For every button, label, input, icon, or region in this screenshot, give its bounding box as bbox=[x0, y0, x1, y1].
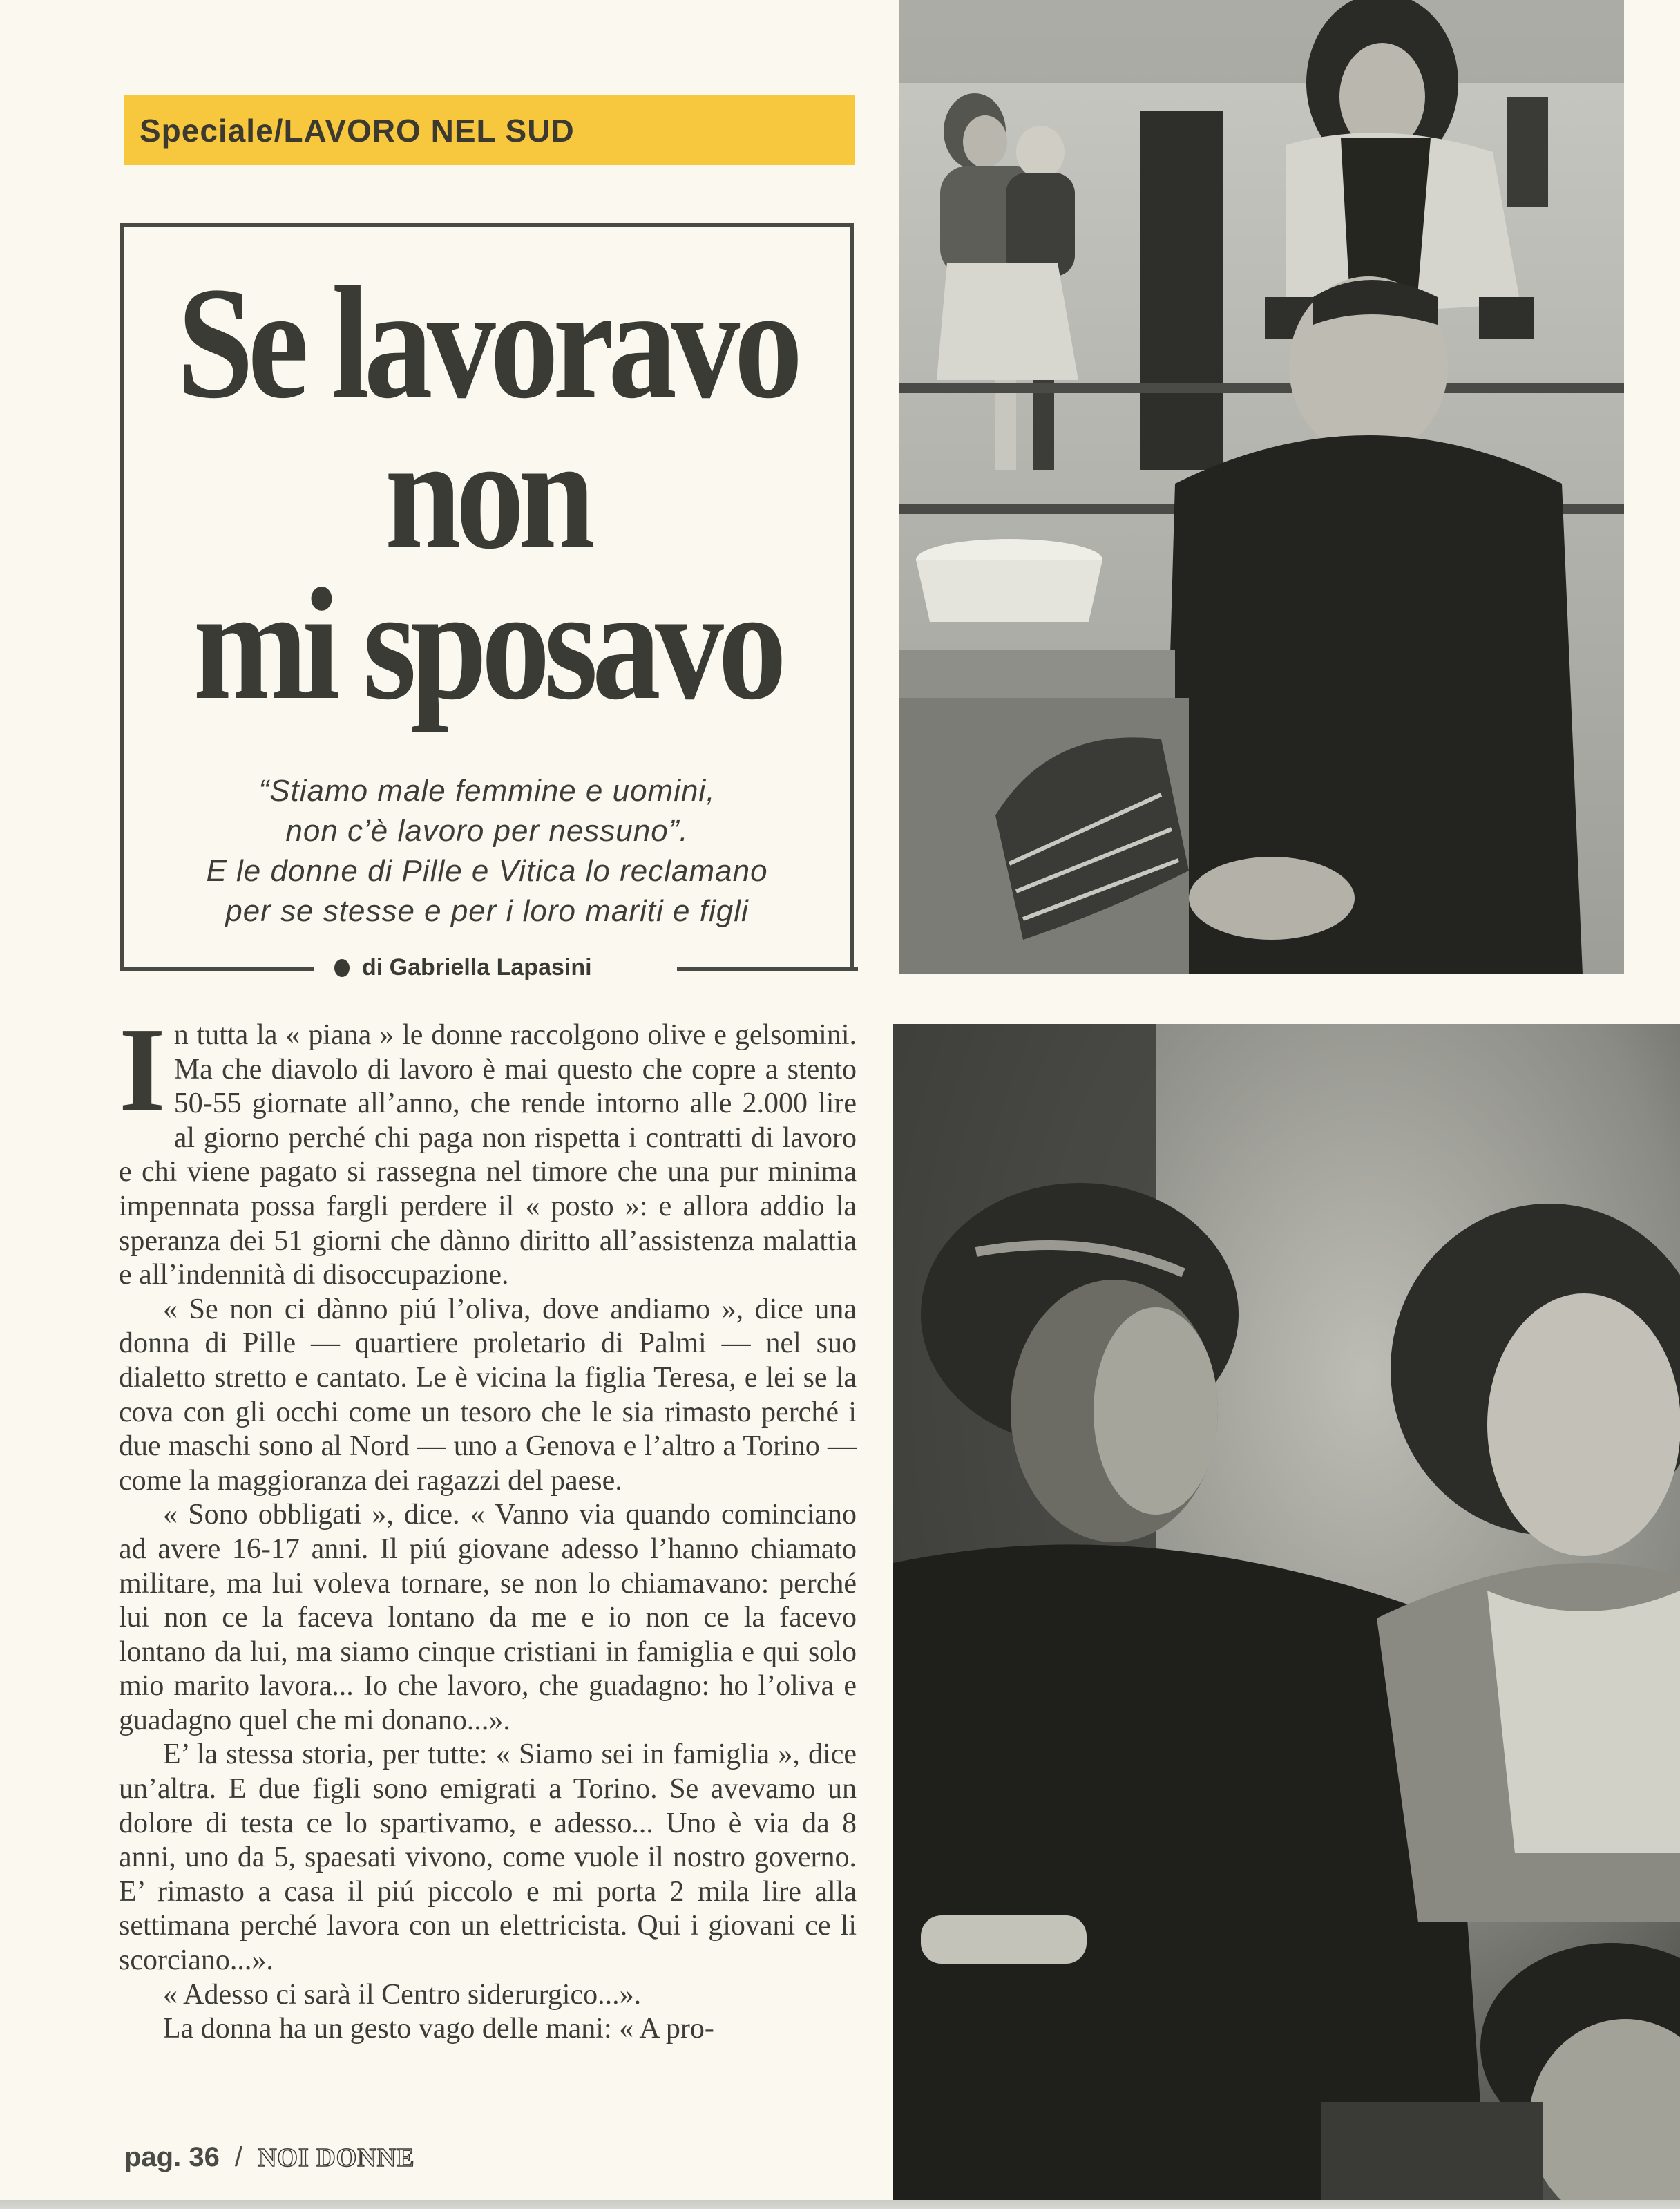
paragraph-4: E’ la stessa storia, per tutte: « Siamo sei in famiglia », dice un’altra. E due figli sono emigrati a Torino. Se avevamo un dolore di testa ce lo spartivamo, e adesso... Uno è via da 8 anni, uno da 5, spaesati vivono, come vuole il nostro governo. E’ rimasto a casa il piú piccolo e mi porta 2 mila lire alla settimana perché lavora con un elettricista. Qui i giovani ce li scorciano...». bbox=[119, 1738, 857, 1977]
page-footer bbox=[124, 2142, 415, 2173]
headline-line-3: mi sposavo bbox=[193, 556, 781, 733]
masthead-logo: NOI DONNE bbox=[257, 2143, 415, 2172]
section-banner bbox=[124, 95, 855, 165]
byline-rule-right bbox=[677, 967, 858, 971]
bullet-icon bbox=[334, 959, 350, 977]
paragraph-1: In tutta la « piana » le donne raccolgono olive e gelsomini. Ma che diavolo di lavoro è mai questo che copre a stento 50-55 giornate all’anno, che rende intorno alle 2.000 lire al giorno perché chi paga non rispetta i contratti di lavoro e chi viene pagato si rassegna nel timore che una pur minima impennata possa fargli perdere il « posto »: e allora addio la speranza dei 51 giorni che dànno diritto all’assistenza malattia e all’indennità di disoccupazione. bbox=[119, 1003, 857, 1291]
paragraph-3: « Sono obbligati », dice. « Vanno via quando cominciano ad avere 16-17 anni. Il piú giovane adesso l’hanno chiamato militare, ma lui voleva tornare, se non lo chiamavano: perché lui non ce la faceva lontano da me e io non ce la facevo lontano da lui, ma siamo cinque cristiani in famiglia e qui solo mio marito lavora... Io che lavoro, che guadagno: ho l’oliva e guadagno quel che mi donano...». bbox=[119, 1499, 857, 1736]
paragraph-5: « Adesso ci sarà il Centro siderurgico...». bbox=[163, 1978, 642, 2011]
byline-author: di Gabriella Lapasini bbox=[362, 954, 592, 980]
page-number: pag. 36 bbox=[124, 2142, 220, 2172]
photo-women-doorway bbox=[899, 0, 1624, 974]
subheadline bbox=[124, 771, 850, 931]
section-banner-label: Speciale/LAVORO NEL SUD bbox=[140, 112, 575, 149]
paragraph-6: La donna ha un gesto vago delle mani: « A pro- bbox=[163, 2013, 714, 2045]
subhead-line-3: E le donne di Pille e Vitica lo reclamano bbox=[206, 854, 768, 888]
paragraph-2: « Se non ci dànno piú l’oliva, dove andiamo », dice una donna di Pille — quartiere proletario di Palmi — nel suo dialetto stretto e cantato. Le è vicina la figlia Teresa, e lei se la cova con gli occhi come un tesoro che le sia rimasto perché i due maschi sono al Nord — uno a Genova e l’altro a Torino — come la maggioranza dei ragazzi del paese. bbox=[119, 1293, 857, 1497]
footer-separator: / bbox=[234, 2142, 242, 2172]
headline-line-1: Se lavoravo bbox=[177, 254, 797, 432]
subhead-line-4: per se stesse e per i loro mariti e figli bbox=[225, 894, 749, 928]
scan-edge bbox=[0, 2200, 1680, 2209]
headline-line-2: non bbox=[385, 405, 589, 582]
drop-cap: I bbox=[119, 1003, 166, 1136]
photo-bottom-image bbox=[893, 1024, 1680, 2200]
subhead-line-2: non c’è lavoro per nessuno”. bbox=[285, 814, 689, 848]
byline-row bbox=[120, 954, 858, 985]
subhead-line-1: “Stiamo male femmine e uomini, bbox=[258, 774, 716, 808]
photo-top-image bbox=[899, 0, 1624, 974]
headline-box bbox=[120, 223, 854, 969]
article-body bbox=[119, 1003, 857, 2047]
byline-rule-left bbox=[120, 967, 314, 971]
headline bbox=[175, 254, 800, 733]
photo-women-close-up bbox=[893, 1024, 1680, 2200]
byline bbox=[334, 954, 592, 981]
